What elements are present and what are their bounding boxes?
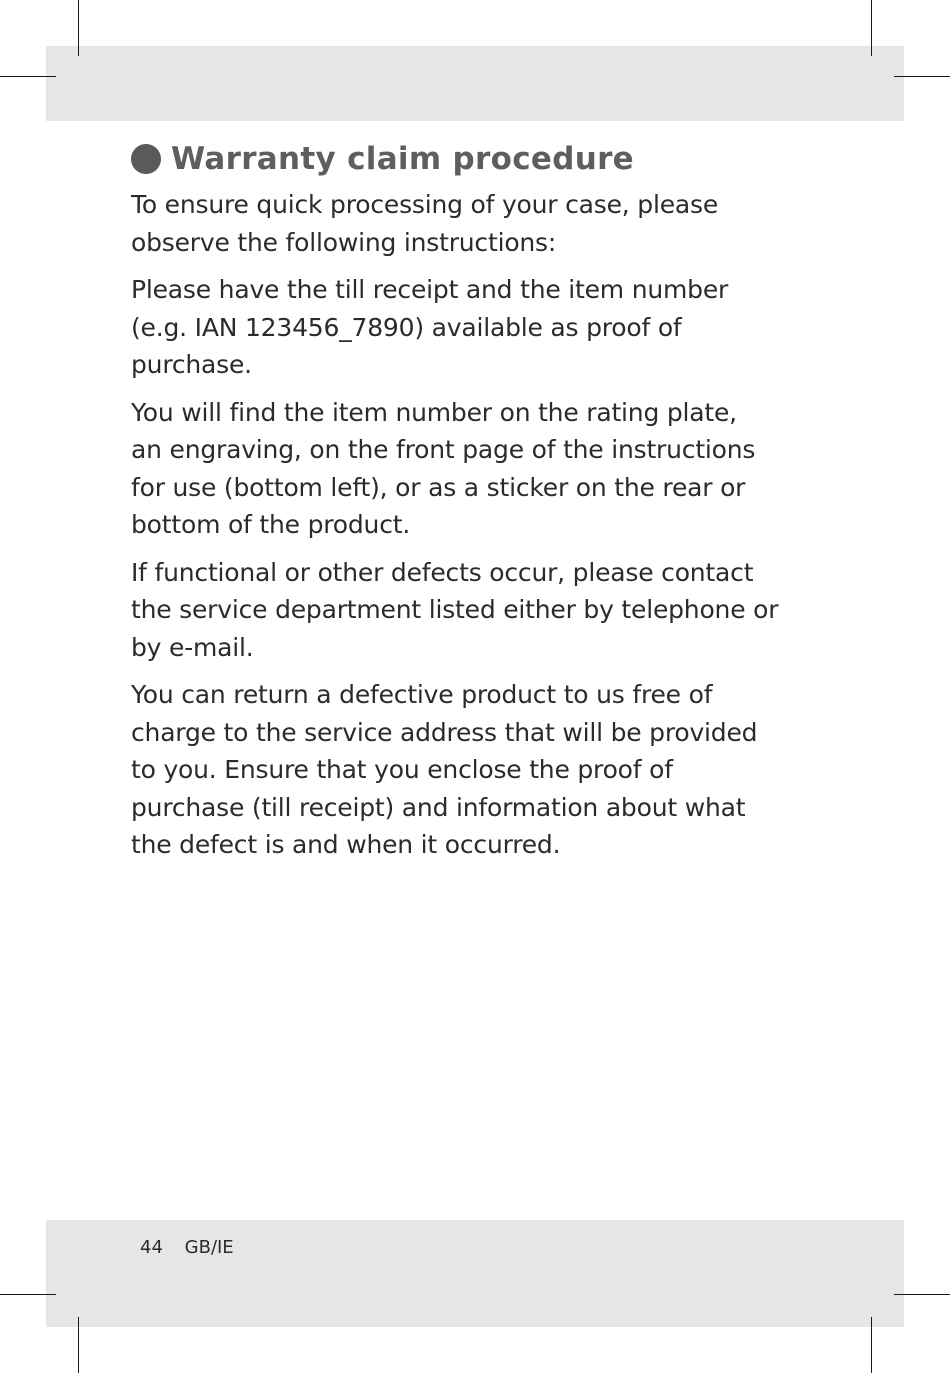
text-line: purchase (till receipt) and information about what: [131, 792, 746, 822]
text-line: by e-mail.: [131, 632, 254, 662]
text-line: You will find the item number on the rating plate,: [131, 397, 737, 427]
section-title: Warranty claim procedure: [171, 141, 634, 177]
crop-mark: [894, 76, 950, 77]
text-line: bottom of the product.: [131, 510, 411, 539]
crop-mark: [78, 0, 79, 56]
text-line: for use (bottom left), or as a sticker on the rear or: [131, 472, 746, 502]
section-heading: [131, 134, 811, 184]
page-footer: [140, 1237, 234, 1258]
text-line: an engraving, on the front page of the instructions: [131, 435, 756, 464]
text-line: If functional or other defects occur, please contact: [131, 557, 754, 587]
text-line: (e.g. IAN 123456_7890) available as proof of: [131, 312, 682, 342]
text-line: To ensure quick processing of your case, please: [131, 190, 719, 219]
text-line: to you. Ensure that you enclose the proof of: [131, 755, 673, 784]
paragraph: [131, 676, 811, 864]
text-line: purchase.: [131, 350, 252, 379]
text-line: observe the following instructions:: [131, 227, 557, 257]
region-label: GB/IE: [184, 1237, 234, 1258]
bullet-icon: [131, 144, 161, 174]
text-line: charge to the service address that will be provided: [131, 717, 758, 747]
page-number: 44: [140, 1237, 163, 1258]
crop-mark: [871, 0, 872, 56]
paragraph: [131, 554, 811, 667]
crop-mark: [78, 1317, 79, 1373]
text-line: the defect is and when it occurred.: [131, 830, 561, 859]
crop-mark: [0, 1294, 56, 1295]
crop-mark: [0, 76, 56, 77]
text-line: the service department listed either by telephone or: [131, 595, 779, 624]
header-band: [46, 46, 904, 121]
text-line: You can return a defective product to us free of: [131, 680, 713, 709]
text-line: Please have the till receipt and the item number: [131, 275, 729, 304]
crop-mark: [871, 1317, 872, 1373]
paragraph: [131, 186, 811, 261]
paragraph: [131, 271, 811, 384]
crop-mark: [894, 1294, 950, 1295]
paragraph: [131, 394, 811, 544]
main-content: [131, 134, 811, 874]
